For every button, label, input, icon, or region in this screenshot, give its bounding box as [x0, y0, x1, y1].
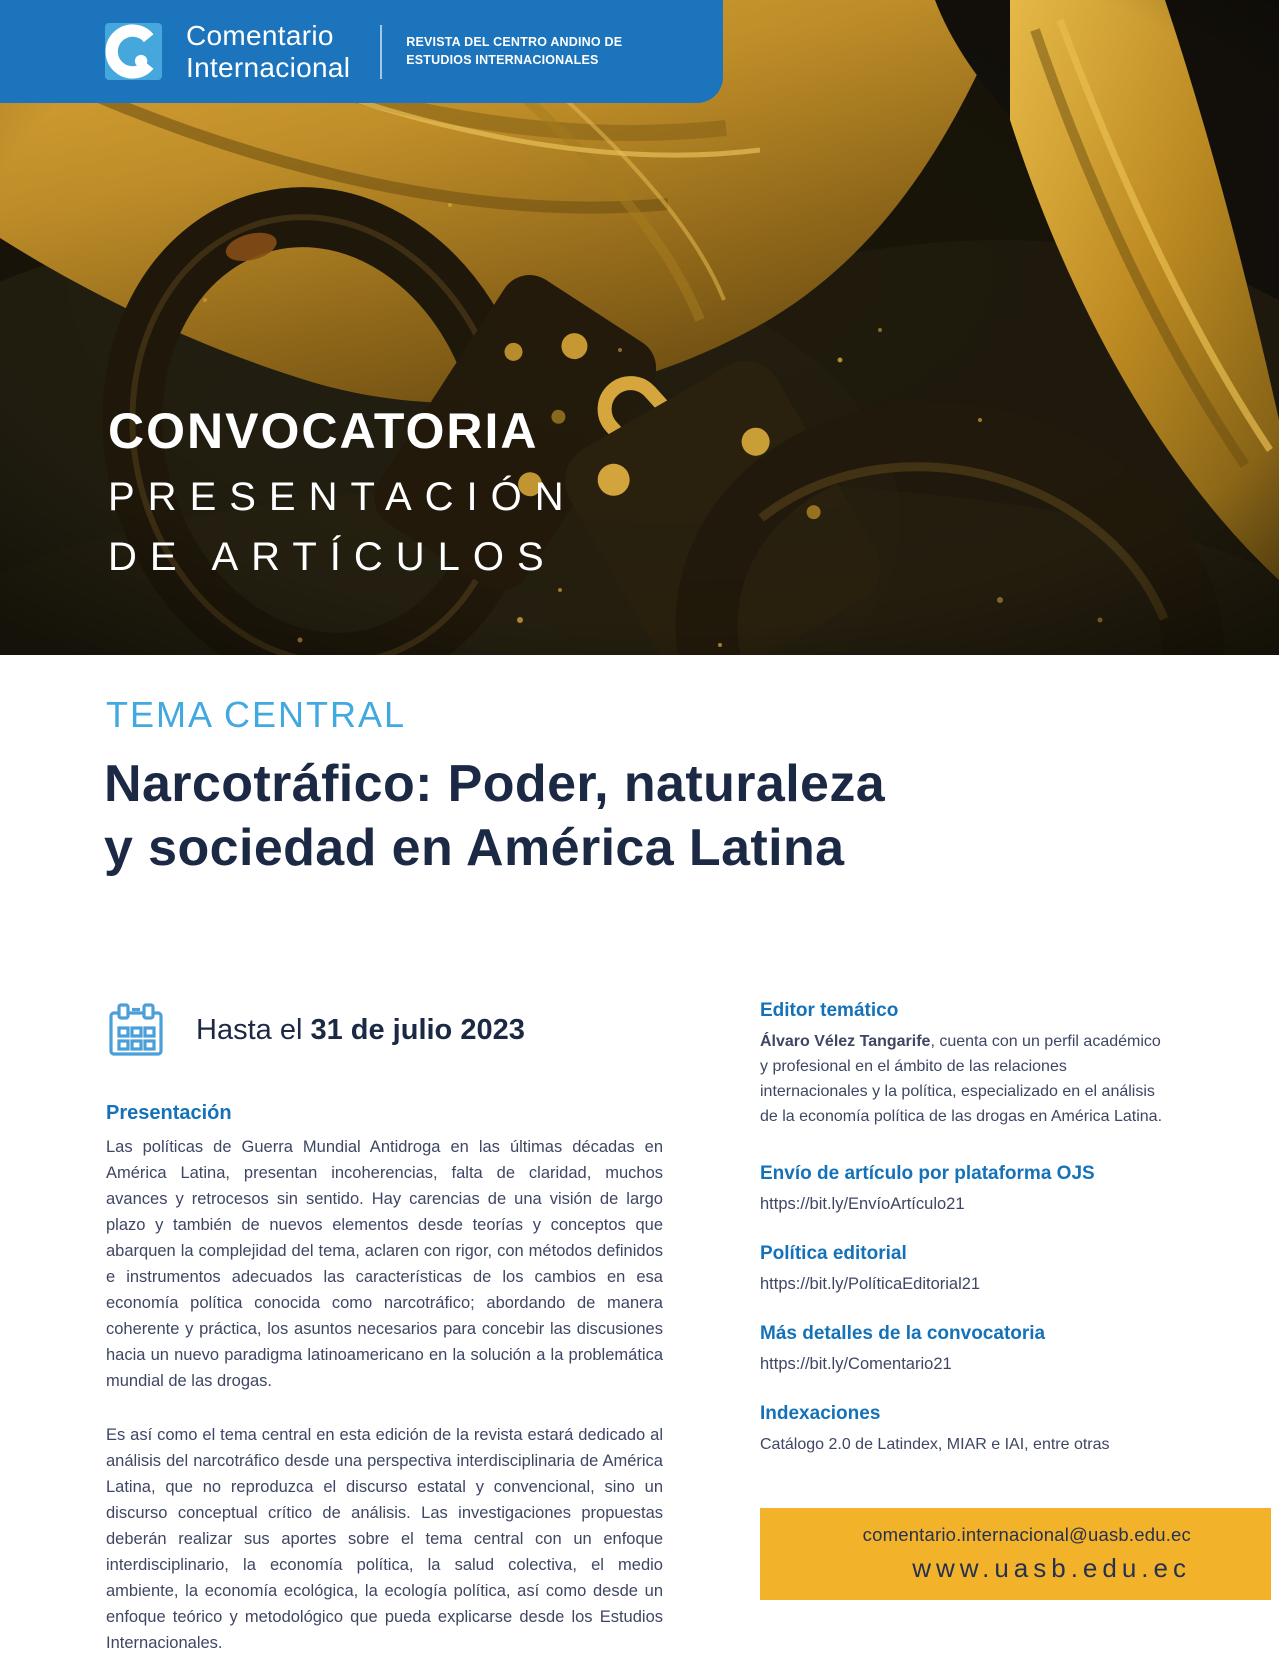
journal-title — [186, 20, 350, 83]
link-block-politica — [760, 1243, 1170, 1296]
journal-logo-icon — [105, 23, 162, 80]
calendar-icon — [106, 1000, 166, 1060]
journal-tagline — [406, 34, 622, 69]
journal-tagline-line2: ESTUDIOS INTERNACIONALES — [406, 52, 599, 67]
deadline-row — [106, 1000, 525, 1060]
envio-url-link[interactable]: https://bit.ly/EnvíoArtículo21 — [760, 1195, 965, 1213]
sidebar-column — [760, 1000, 1170, 1457]
editor-block — [760, 1000, 1170, 1129]
presentacion-paragraph-1: Las políticas de Guerra Mundial Antidroga en las últimas décadas en América Latina, presentan incoherencias, falta de claridad, muchos avances y retrocesos sin sentido. Hay carencias de una visión de largo plazo y también de nuevos elementos desde teorías y conceptos que abarquen la complejidad del tema, aclaren con rigor, con métodos definidos e instrumentos adecuados las características de los cambios en esa economía política conocida como narcotráfico; abordando de manera coherente y práctica, los asuntos necesarios para concebir las discusiones hacia un nuevo paradigma latinoamericano en la solución a la problemática mundial de las drogas. — [106, 1138, 663, 1390]
deadline-text — [196, 1014, 525, 1047]
contact-box — [760, 1508, 1271, 1600]
presentacion-heading: Presentación — [106, 1102, 232, 1124]
hero-line-presentacion: PRESENTACIÓN — [108, 475, 577, 519]
link-block-envio — [760, 1163, 1170, 1216]
journal-title-line1: Comentario — [186, 20, 334, 52]
hero-title — [108, 404, 577, 579]
page-title-line1: Narcotráfico: Poder, naturaleza — [104, 755, 886, 813]
indexaciones-block — [760, 1403, 1170, 1457]
banner-divider — [380, 25, 382, 79]
presentacion-paragraph-2: Es así como el tema central en esta edición de la revista estará dedicado al análisis del narcotráfico desde una perspectiva interdisciplinaria de América Latina, que no reproduzca el discurso estatal y convencional, sino un discurso conceptual crítico de análisis. Las investigaciones propuestas deberán realizar sus aportes sobre el tema central con un enfoque interdisciplinario, la economía política, la salud colectiva, el medio ambiente, la economía ecológica, la ecología política, así como desde un enfoque teórico y metodológico que pueda explicarse desde los Estudios Internacionales. — [106, 1426, 663, 1652]
editor-name: Álvaro Vélez Tangarife — [760, 1033, 931, 1050]
link-block-detalles — [760, 1323, 1170, 1376]
contact-email-link[interactable]: comentario.internacional@uasb.edu.ec — [862, 1524, 1191, 1545]
header-banner — [0, 0, 723, 103]
editor-bio — [760, 1029, 1170, 1129]
indexaciones-text: Catálogo 2.0 de Latindex, MIAR e IAI, entre otras — [760, 1436, 1110, 1453]
deadline-date: 31 de julio 2023 — [310, 1013, 525, 1046]
contact-website-link[interactable]: www.uasb.edu.ec — [912, 1553, 1191, 1583]
hero-line-de-articulos: DE ARTÍCULOS — [108, 535, 557, 579]
page-title — [104, 752, 885, 881]
indexaciones-heading: Indexaciones — [760, 1403, 881, 1424]
politica-heading: Política editorial — [760, 1243, 907, 1264]
journal-title-line2: Internacional — [186, 51, 351, 83]
page-title-line2: y sociedad en América Latina — [104, 819, 845, 878]
kicker-tema-central: TEMA CENTRAL — [106, 694, 407, 735]
detalles-heading: Más detalles de la convocatoria — [760, 1323, 1046, 1344]
envio-heading: Envío de artículo por plataforma OJS — [760, 1163, 1095, 1184]
politica-url-link[interactable]: https://bit.ly/PolíticaEditorial21 — [760, 1275, 981, 1293]
deadline-prefix: Hasta el — [196, 1013, 311, 1046]
journal-tagline-line1: REVISTA DEL CENTRO ANDINO DE — [406, 35, 623, 49]
hero-line-convocatoria: CONVOCATORIA — [108, 403, 539, 459]
presentacion-section — [106, 1102, 663, 1656]
detalles-url-link[interactable]: https://bit.ly/Comentario21 — [760, 1355, 952, 1373]
editor-heading: Editor temático — [760, 1000, 899, 1021]
editor-bio-text: , cuenta con un perfil académico y profesional en el ámbito de las relaciones internacionales y la política, especializado en el análisis de la economía política de las drogas en América Latina. — [760, 1033, 1163, 1125]
